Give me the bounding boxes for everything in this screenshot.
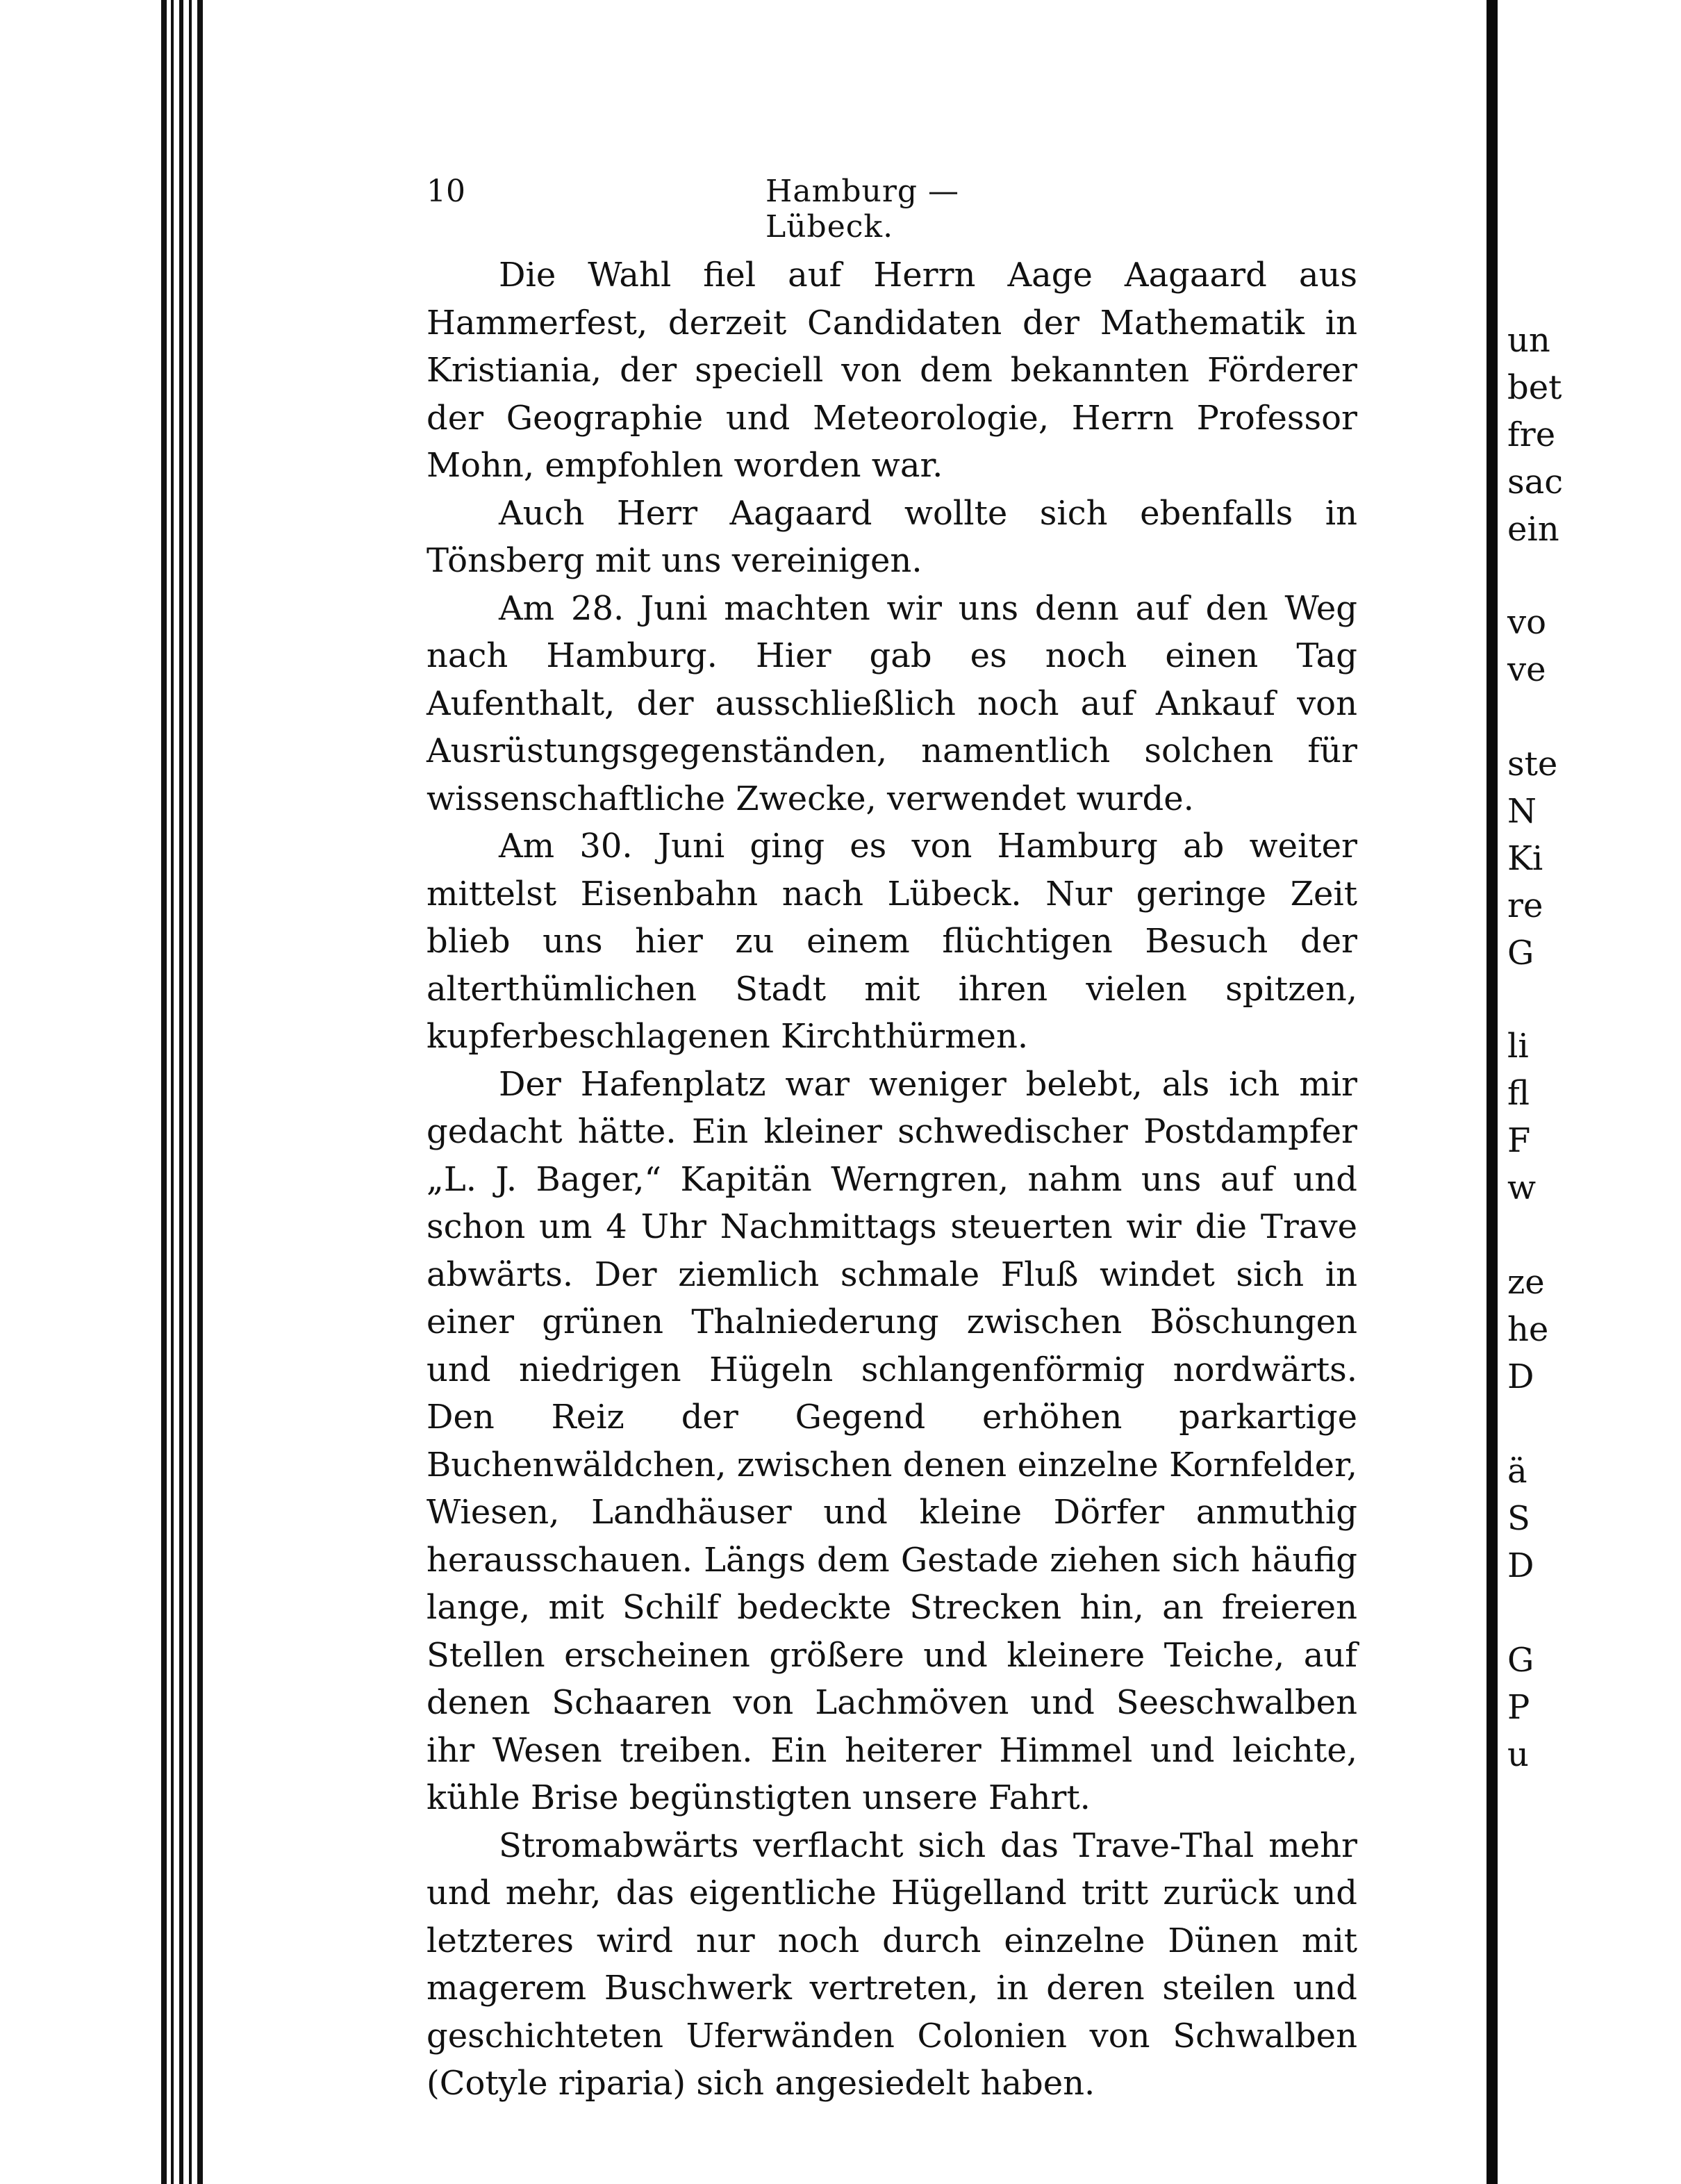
facing-page-line: Ki <box>1507 839 1543 878</box>
facing-page-line: G <box>1507 1641 1534 1680</box>
facing-page-line: he <box>1507 1310 1549 1349</box>
facing-page-line: fre <box>1507 415 1556 454</box>
edge-line <box>179 0 183 2184</box>
facing-page-line: P <box>1507 1688 1530 1727</box>
facing-page-line: li <box>1507 1027 1529 1066</box>
edge-line <box>171 0 174 2184</box>
facing-page-line: fl <box>1507 1074 1530 1113</box>
book-edge <box>0 0 208 2184</box>
paragraph: Der Hafenplatz war weniger belebt, als ich mir gedacht hätte. Ein kleiner schwedischer Postdampfer „L. J. Bager,“ Kapitän Werngren, nahm uns auf und schon um 4 Uhr Nachmittags steuerten wir die Trave abwärts. Der ziemlich schmale Fluß windet sich in einer grünen Thalniederung zwischen Böschungen und niedrigen Hügeln schlangenförmig nordwärts. Den Reiz der Gegend erhöhen parkartige Buchenwäldchen, zwischen denen einzelne Kornfelder, Wiesen, Landhäuser und kleine Dörfer anmuthig herausschauen. Längs dem Gestade ziehen sich häufig lange, mit Schilf bedeckte Strecken hin, an freieren Stellen erscheinen größere und kleinere Teiche, auf denen Schaaren von Lachmöven und Seeschwalben ihr Wesen treiben. Ein heiterer Himmel und leichte, kühle Brise begünstigten unsere Fahrt. <box>427 1064 1357 1817</box>
facing-page-line: ve <box>1507 650 1546 689</box>
facing-page-line: D <box>1507 1357 1534 1396</box>
facing-page-line: ein <box>1507 510 1559 549</box>
facing-page-line: u <box>1507 1735 1529 1774</box>
facing-page-line: ste <box>1507 745 1558 784</box>
facing-page-fragment <box>1498 0 1681 2184</box>
facing-page-line: un <box>1507 321 1550 360</box>
running-title: Hamburg — Lübeck. <box>765 174 960 245</box>
paragraph: Am 28. Juni machten wir uns denn auf den Weg nach Hamburg. Hier gab es noch einen Tag Aufenthalt, der ausschließlich noch auf Ankauf von Ausrüstungsgegenständen, namentlich solchen für wissenschaftliche Zwecke, verwendet wurde. <box>427 588 1357 818</box>
facing-page-line: G <box>1507 934 1534 973</box>
paragraph: Stromabwärts verflacht sich das Trave-Thal mehr und mehr, das eigentliche Hügelland tritt zurück und letzteres wird nur noch durch einzelne Dünen mit magerem Buschwerk vertreten, in deren steilen und geschichteten Uferwänden Colonien von Schwalben (Cotyle riparia) sich angesiedelt haben. <box>427 1826 1357 2103</box>
page-header <box>427 174 1024 245</box>
facing-page-line: re <box>1507 886 1543 925</box>
edge-line <box>161 0 167 2184</box>
facing-page-line: vo <box>1507 603 1547 642</box>
facing-page-line: S <box>1507 1499 1530 1538</box>
facing-page-line: w <box>1507 1168 1537 1207</box>
paragraph: Am 30. Juni ging es von Hamburg ab weiter mittelst Eisenbahn nach Lübeck. Nur geringe Zeit blieb uns hier zu einem flüchtigen Besuch der alterthümlichen Stadt mit ihren vielen spitzen, kupferbeschlagenen Kirchthürmen. <box>427 827 1357 1056</box>
facing-page-line: N <box>1507 792 1537 831</box>
page-number: 10 <box>427 174 465 209</box>
book-gutter <box>1487 0 1498 2184</box>
paragraph: Auch Herr Aagaard wollte sich ebenfalls in Tönsberg mit uns vereinigen. <box>427 493 1357 580</box>
facing-page-line: bet <box>1507 368 1562 407</box>
facing-page-line: F <box>1507 1121 1531 1160</box>
edge-line <box>189 0 192 2184</box>
page-body <box>427 251 1357 2108</box>
paragraph: Die Wahl fiel auf Herrn Aage Aagaard aus Hammerfest, derzeit Candidaten der Mathematik in Kristiania, der speciell von dem bekannten Förderer der Geographie und Meteorologie, Herrn Professor Mohn, empfohlen worden war. <box>427 256 1357 485</box>
edge-line <box>197 0 203 2184</box>
facing-page-line: D <box>1507 1546 1534 1585</box>
facing-page-line: sac <box>1507 463 1564 502</box>
facing-page-line: ä <box>1507 1452 1527 1491</box>
facing-page-line: ze <box>1507 1263 1545 1302</box>
